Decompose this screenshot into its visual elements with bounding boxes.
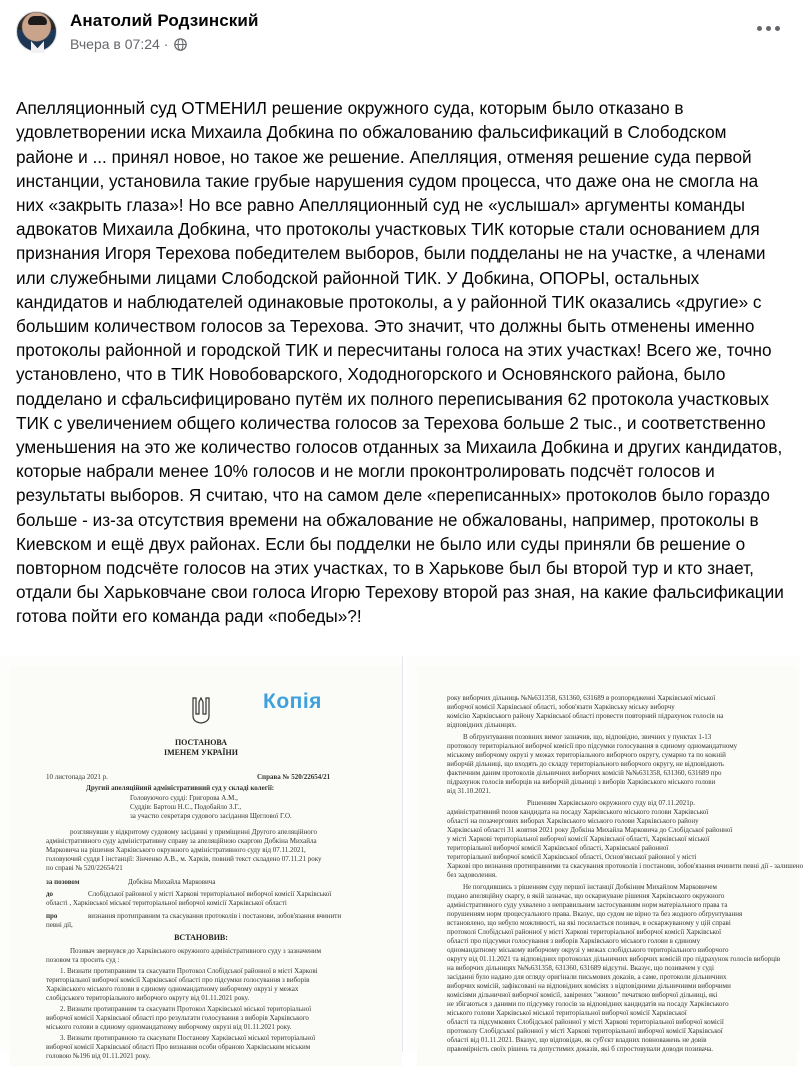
doc-line: певні дії, bbox=[46, 921, 73, 929]
judge-line-1: Головуючого судді: Григорова А.М., bbox=[130, 794, 238, 802]
doc-line: виборчої комісії Харківської області, зобов'язати Харківську міську виборчу bbox=[447, 703, 675, 711]
doc-line: міського голови в єдиному одномандатному виборчому окрузі від 01.11.2021 року. bbox=[46, 1023, 292, 1031]
decision-title: ПОСТАНОВА bbox=[174, 738, 228, 747]
doc-line: територіальної виборчої комісії Харківської області, Основ'янської районної у місті bbox=[447, 853, 697, 861]
doc-line: від 31.10.2021. bbox=[447, 787, 491, 795]
doc-line: слобідського територіального виборчого округу від 01.11.2021 року. bbox=[46, 994, 250, 1002]
doc-line: Слобідської районної у місті Харкові територіальної виборчої комісії Харківської bbox=[88, 890, 332, 898]
doc-line: правомірність своїх рішень та допустимих доказів, які б спростовували доводи позивача. bbox=[447, 1045, 713, 1053]
copy-stamp: Копія bbox=[263, 690, 322, 713]
doc-line: одномандатному міському виборчому окрузі у межах слобідського територіального виборчого bbox=[447, 946, 729, 954]
doc-line: виборчої комісії Харківської області про результати голосування з виборів Харківського bbox=[46, 1014, 309, 1022]
doc-line: 2. Визнати протиправним та скасувати Протокол Харківської міської територіальної bbox=[60, 1005, 312, 1013]
doc-line: 3. Визнати протиправною та скасувати Постанову Харківської міської територіальної bbox=[60, 1034, 316, 1042]
doc-line: не збігаються з даними по підсумку голосів за відповідних кандидатів на посаду Харківського bbox=[447, 1000, 729, 1008]
doc-line: Позивач звернувся до Харківського окружного адміністративного суду з зазначеним bbox=[70, 947, 322, 955]
doc-line: Не погодившись з рішенням суду першої інстанції Добкіним Михайлом Марковичем bbox=[463, 883, 717, 891]
doc-line: протоколу Слобідської районної у місті Харкові територіальної виборчої комісії Харківської bbox=[447, 1027, 723, 1035]
more-options-icon[interactable] bbox=[754, 18, 782, 38]
doc-line: порушенням норм процесуального права. Вказує, що судом не вірно та без жодного обґрунтування bbox=[447, 910, 743, 918]
doc-line: територіальної виборчої комісії Харківської області, Харківської районної bbox=[447, 844, 669, 852]
decision-date: 10 листопада 2021 р. bbox=[46, 773, 108, 781]
author-name[interactable]: Анатолий Родзинский bbox=[70, 11, 259, 30]
doc-line: міського голови Харківської міської територіальної виборчої комісії Харківської bbox=[447, 1009, 687, 1017]
doc-line: головуючий суддя I інстанції: Зінченко А.В., м. Харків, повний текст складено 07.11.21 року bbox=[46, 855, 322, 863]
doc-line: 1. Визнати протиправним та скасувати Протокол Слобідської районної в місті Харкові bbox=[60, 967, 318, 975]
secretary-line: за участю секретаря судового засідання Щеглової Г.О. bbox=[130, 812, 292, 820]
doc-line: Харківської області 31 жовтня 2021 року Добкіна Михайла Марковича до Слобідської районної bbox=[447, 826, 733, 834]
doc-line: Харкові про визнання протиправними та скасування протоколів і постанови, зобов'язання вчинити певні дії - залишено bbox=[447, 862, 803, 870]
doc-line: фактичним даним протоколів дільничних виборчих комісій №№631358, 631360, 631689 про bbox=[447, 769, 722, 777]
doc-line: Харківського міського голови в єдиному одномандатному виборчому окрузі у межах bbox=[46, 985, 299, 993]
doc-line: області та підсумкових Слобідської районної у місті Харкові територіальної виборчої комісії bbox=[447, 1018, 724, 1026]
doc-line: позовом та просить суд : bbox=[46, 956, 120, 964]
post-body bbox=[16, 72, 788, 701]
doc-line: адміністративний позов кандидата на посаду Харківського міського голови Харківської bbox=[447, 808, 709, 816]
doc-line: адміністративного суду адміністративну справу за апеляційною скаргою Добкіна Михайла bbox=[46, 837, 317, 845]
plaintiff-label: за позовом bbox=[46, 878, 80, 886]
doc-line: визнання протиправним та скасування протоколів і постанови, зобов'язання вчинити bbox=[88, 912, 342, 920]
doc-line: подано апеляційну скаргу, в якій зазначає, що оскаржуване рішення Харківського окружного bbox=[447, 892, 725, 900]
trident-emblem-icon bbox=[191, 696, 211, 724]
doc-line: адміністративного суду ухвалено з неправильним застосуванням норм матеріального права та bbox=[447, 901, 728, 909]
doc-line: міському виборчому окрузі у межах територіального виборчого округу, сумарно та по кожній bbox=[447, 751, 726, 759]
doc-line: на виборчих дільницях №№631358, 631360, 631689 відсутні. Вказує, що позивачем у суді bbox=[447, 964, 714, 972]
doc-line: виборчій дільниці, що входять до складу територіального виборчого округу, не відповідають bbox=[447, 760, 724, 768]
document-image-right[interactable] bbox=[407, 656, 803, 1053]
doc-line: розглянувши у відкритому судовому засіданні у приміщенні Другого апеляційного bbox=[70, 828, 317, 836]
globe-icon[interactable] bbox=[174, 38, 187, 51]
doc-line: округу від 01.11.2021 та відповідних протоколах дільничних виборчих комісій про підрахунок голосів виборців bbox=[447, 955, 781, 963]
doc-line: протоколу територіальної виборчої комісії про підсумки голосування в єдиному одномандатному bbox=[447, 742, 738, 750]
doc-line: по справі № 520/22654/21 bbox=[46, 864, 123, 872]
doc-line: виборчих комісій, зафіксовані на відповідних комісіях з відповідними дільничними виборчими bbox=[447, 982, 731, 990]
about-label: про bbox=[46, 912, 58, 920]
doc-line: комісію Харківського району Харківської області провести повторний підрахунок голосів на bbox=[447, 712, 724, 720]
doc-line: засіданні було надано для огляду оригінали письмових доказів, а саме, протоколи дільничних bbox=[447, 973, 727, 981]
doc-line: підрахунок голосів виборців на виборчій дільниці з виборів Харківського міського голови bbox=[447, 778, 716, 786]
document-image-left[interactable] bbox=[0, 656, 403, 1060]
post-meta bbox=[70, 36, 187, 52]
doc-line: у місті Харкові територіальної виборчої комісії Харківської області, Харківської міської bbox=[447, 835, 710, 843]
doc-line: головою №196 від 01.11.2021 року. bbox=[46, 1052, 151, 1060]
doc-line: комісіями дільничної виборчої комісії, завірених "живою" печаткою виборчої дільниці, які bbox=[447, 991, 718, 999]
avatar-collar bbox=[31, 41, 44, 53]
avatar-hair bbox=[28, 16, 47, 25]
plaintiff-name: Добкіна Михайла Марковича bbox=[128, 878, 216, 886]
judge-line-2: Суддів: Бартош Н.С., Подобайло З.Г., bbox=[130, 803, 242, 811]
established-heading: ВСТАНОВИВ: bbox=[174, 933, 228, 942]
decision-subtitle: ІМЕНЕМ УКРАЇНИ bbox=[164, 748, 238, 757]
doc-line: області , Харківської міської територіальної виборчої комісії Харківської області bbox=[46, 899, 287, 907]
post-text: Апелляционный суд ОТМЕНИЛ решение окружного суда, которым было отказано в удовлетворении иска Михаила Добкина по обжалованию фальсификаций в Слободском районе и ... принял новое, но такое же решение. Апелляция, отменяя решение суда первой инстанции, установила такие грубые нарушения судом процесса, что даже она не смогла на них «закрыть глаза»! Но все равно Апелляционный суд не «услышал» аргументы команды адвокатов Михаила Добкина, что протоколы участковых ТИК которые стали основанием для признания Игоря Терехова победителем выборов, были подделаны не на участке, а членами или служебными лицами Слободской районной ТИК. У Добкина, ОПОРЫ, остальных кандидатов и наблюдателей одинаковые протоколы, а у районной ТИК оказались «другие» с большим количеством голосов за Терехова. Это значит, что должны быть отменены именно протоколы районной и городской ТИК и пересчитаны голоса на этих участках! Всего же, точно установлено, что в ТИК Новобоварского, Хододногорского и Основянского района, было подделано и сфальсифицировано путём их полного переписывания 62 протокола участковых ТИК с увеличением общего количества голосов за Терехова больше 2 тыс., и соответственно уменьшения на это же количество голосов отданных за Михаила Добкина и других кандидатов, которые набрали менее 10% голосов и не могли проконтролировать подсчёт голосов и результаты выборов. Я считаю, что на самом деле «переписанных» протоколов было гораздо больше - из-за отсутствия времени на обжалование не обжалованы, например, протоколы в Киевском и ещё двух районах. Если бы подделки не было или суды приняли бв решение о повторном подсчёте голосов на этих участках, то в Харькове был бы второй тур и кто знает, отдали бы Харьковчане свои голоса Игорю Терехову второй раз зная, на какие фальсификации готова пойти его команда ради «победы»?! bbox=[16, 98, 784, 627]
doc-line: області про підсумки голосування з виборів Харківського міського голови в єдиному bbox=[447, 937, 701, 945]
doc-line: відповідних дільницях. bbox=[447, 721, 517, 729]
court-line: Другий апеляційний адміністративний суд у складі колегії: bbox=[86, 784, 275, 792]
doc-line: територіальної виборчої комісії Харківської області про підсумки голосування з виборів bbox=[46, 976, 310, 984]
doc-line: області на позачергових виборах Харківського міського голови Харківського району bbox=[447, 817, 699, 825]
doc-line: області від 01.11.2021. Вказує, що відповідач, як суб'єкт владних повноважень не довів bbox=[447, 1036, 707, 1044]
post-header bbox=[0, 0, 800, 64]
doc-line: Марковича на рішення Харківського окружного адміністративного суду від 07.11.2021, bbox=[46, 846, 306, 854]
doc-line: В обґрунтування позовних вимог зазначив, що, відповідно, звичних у пунктах 1-13 bbox=[463, 733, 712, 741]
doc-line: без задоволення. bbox=[447, 871, 497, 879]
doc-line: Рішенням Харківського окружного суду від 07.11.2021р. bbox=[527, 799, 695, 807]
meta-separator: · bbox=[163, 36, 169, 52]
author-avatar[interactable] bbox=[16, 11, 57, 52]
doc-line: року виборчих дільниць №№631358, 631360, 631689 в розпорядженні Харківської міської bbox=[447, 694, 716, 702]
post-time[interactable]: Вчера в 07:24 bbox=[70, 36, 160, 52]
doc-line: виборчої комісії Харківської області Про визнання особи обраною Харківським міським bbox=[46, 1043, 311, 1051]
defendant-label: до bbox=[46, 890, 54, 898]
doc-line: протоколі Слобідської районної у місті Харкові територіальної виборчої комісії Харківської bbox=[447, 928, 722, 936]
doc-line: встановлено, що небуло можливості, на які посилається позивач, в оскаржуваному у цій справі bbox=[447, 919, 731, 927]
case-number: Справа № 520/22654/21 bbox=[257, 773, 331, 781]
